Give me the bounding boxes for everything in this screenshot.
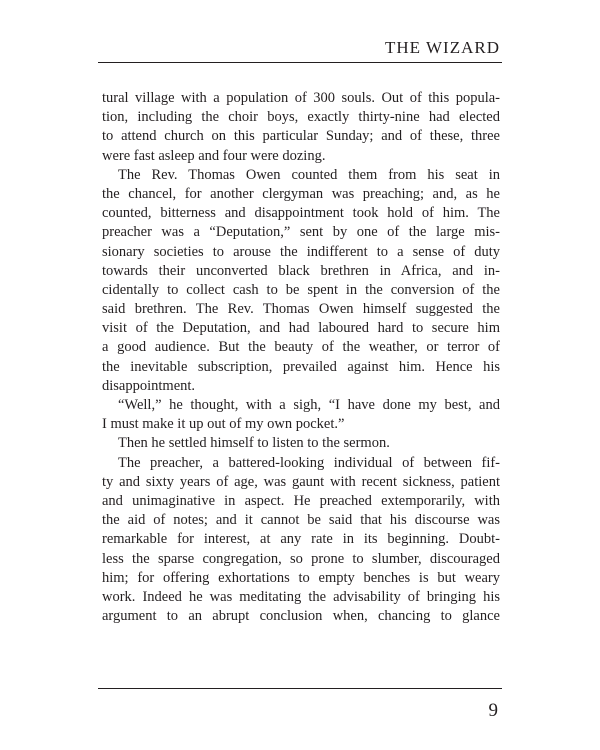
page-body-text [102,89,500,626]
text-line: visit of the Deputation, and had laboured hard to secure him [102,320,500,337]
text-line: tural village with a population of 300 souls. Out of this popula- [102,90,500,106]
text-line: I must make it up out of my own pocket.” [102,416,345,433]
text-line: ty and sixty years of age, was gaunt with recent sickness, patient [102,473,500,490]
text-line: a good audience. But the beauty of the weather, or terror of [102,339,500,356]
text-line: argument to an abrupt conclusion when, chancing to glance [102,608,500,625]
text-line: less the sparse congregation, so prone to slumber, discouraged [102,550,500,567]
text-line: tion, including the choir boys, exactly thirty-nine had elected [102,109,500,126]
text-line: Then he settled himself to listen to the sermon. [118,435,390,452]
text-line: sionary societies to arouse the indifferent to a sense of duty [102,243,500,260]
text-line: to attend church on this particular Sunday; and of these, three [102,128,500,145]
running-head: THE WIZARD [385,38,500,57]
text-line: said brethren. The Rev. Thomas Owen himself suggested the [102,301,500,318]
text-line: The Rev. Thomas Owen counted them from his seat in [118,166,500,183]
text-line: cidentally to collect cash to be spent in the conversion of the [102,281,500,298]
text-line: The preacher, a battered-looking individual of between fif- [118,454,500,471]
text-line: disappointment. [102,377,196,394]
text-line: counted, bitterness and disappointment took hold of him. The [102,205,500,222]
text-line: towards their unconverted black brethren in Africa, and in- [102,262,500,279]
text-line: were fast asleep and four were dozing. [102,147,326,164]
header-rule [98,62,502,63]
text-line: the inevitable subscription, prevailed against him. Hence his [102,358,500,375]
text-line: work. Indeed he was meditating the advisability of bringing his [102,588,500,605]
text-line: and unimaginative in aspect. He preached extemporarily, with [102,492,500,509]
page-number: 9 [488,700,498,721]
text-line: the chancel, for another clergyman was preaching; and, as he [102,185,500,202]
text-line: “Well,” he thought, with a sigh, “I have done my best, and [118,397,500,413]
footer-rule [98,688,502,689]
text-line: remarkable for interest, at any rate in its beginning. Doubt- [102,531,500,548]
text-line: the aid of notes; and it cannot be said that his discourse was [102,512,500,529]
text-line: preacher was a “Deputation,” sent by one of the large mis- [102,224,500,241]
text-line: him; for offering exhortations to empty benches is but weary [102,569,500,586]
